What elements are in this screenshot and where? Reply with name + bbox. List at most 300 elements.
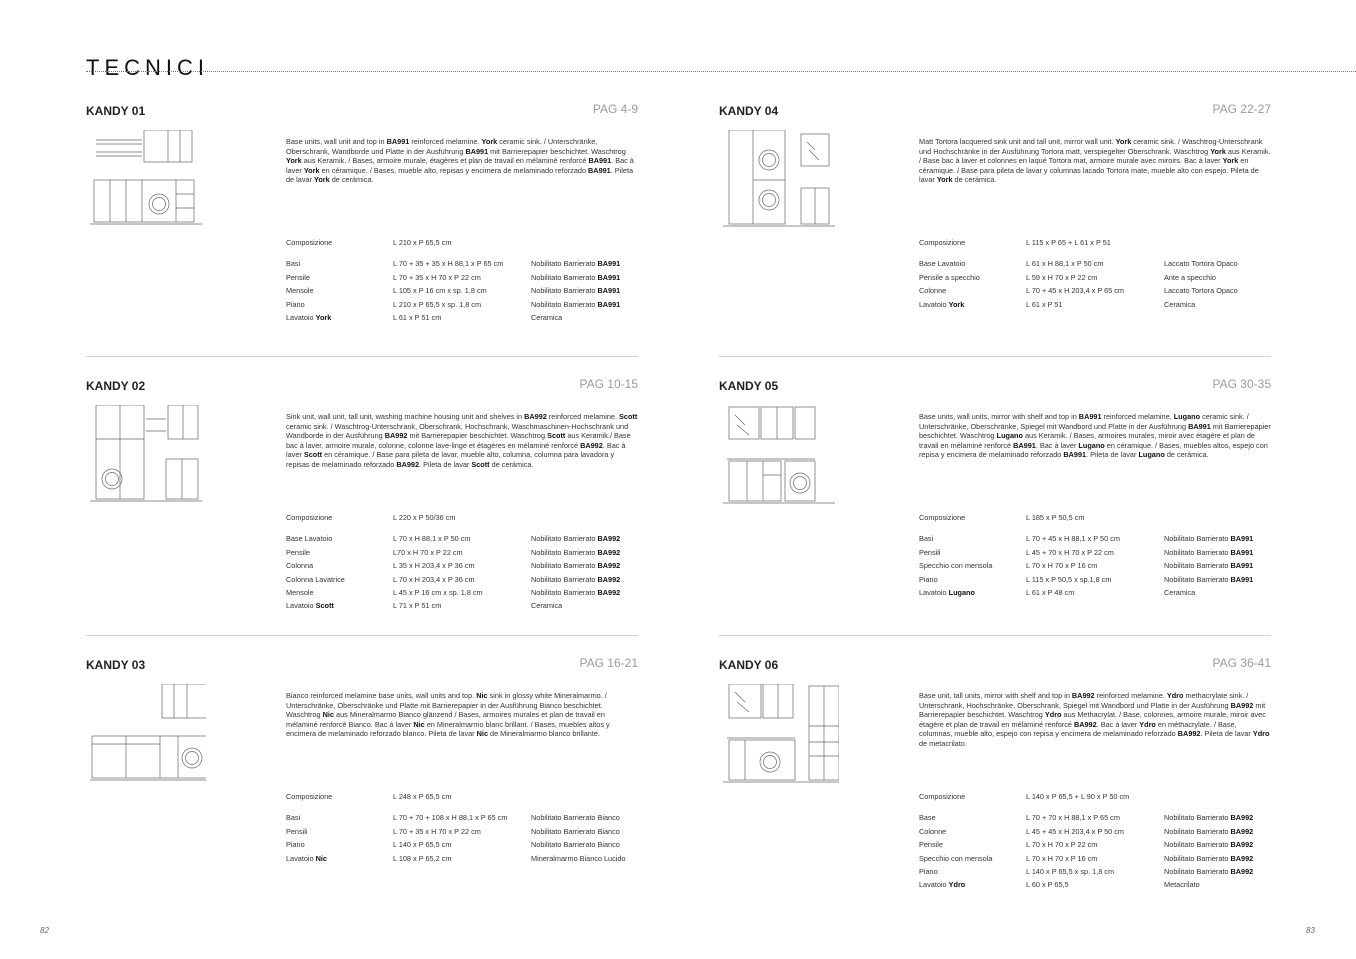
composition-label: Composizione (919, 792, 966, 801)
description-text: aus Keramik. / Base bac à laver et colonnes en laqué Tortora mat, armoire murale avec miroirs. Bac à laver (919, 146, 1271, 166)
composition-value: L 185 x P 50,5 cm (1026, 513, 1085, 522)
description-text: ceramic sink. / Waschtrog-Unterschrank, Oberschrank, Hochschrank, Waschmaschinen-Hochschrank und Wandborde in der Ausführung (286, 421, 629, 441)
component-finish (531, 313, 562, 322)
component-dimensions: L 70 + 35 + 35 x H 88,1 x P 65 cm (393, 259, 504, 269)
page-reference: PAG 30-35 (1212, 377, 1271, 391)
description-text: . Pileta de lavar (286, 165, 634, 185)
finish-label: Nobilitato Barrierato (531, 286, 598, 296)
description-bold-term: Nic (413, 719, 425, 729)
description-bold-term: BA991 (1188, 421, 1211, 431)
description-text: en céramique. / Bases, mueble alto, repisas y encimera de melaminado reforzado (319, 165, 589, 175)
spec-table (286, 513, 638, 615)
spec-row (286, 286, 638, 299)
finish-code: BA992 (597, 587, 621, 597)
finish-label: Nobilitato Barrierato (531, 574, 598, 584)
component-label: Piano (286, 299, 305, 309)
description-bold-term: BA991 (588, 156, 612, 166)
description-bold-term: BA991 (465, 146, 489, 156)
composition-value: L 115 x P 65 + L 61 x P 51 (1026, 238, 1111, 247)
page-reference: PAG 10-15 (579, 377, 638, 391)
spec-row (919, 880, 1271, 893)
description-text: de cerámica. (1164, 450, 1209, 460)
section-description (286, 137, 638, 185)
component-model: York (948, 299, 965, 309)
component-label: Lavatoio (286, 312, 316, 322)
finish-label: Nobilitato Barrierato (531, 587, 598, 597)
finish-code: BA991 (597, 272, 621, 282)
component-label: Piano (919, 866, 938, 876)
finish-code: BA992 (597, 561, 621, 571)
description-text: . Bac à laver (286, 156, 634, 175)
page-reference: PAG 4-9 (592, 102, 638, 116)
spec-row (919, 286, 1271, 299)
description-bold-term: York (1222, 156, 1239, 166)
component-dimensions: L 70 x H 88,1 x P 50 cm (393, 534, 471, 544)
description-text: methacrylate sink. / Unterschrank, Hochschränke, Oberschrank, Spiegel mit Wandbord und Platte in der Ausführung (919, 691, 1249, 710)
component-dimensions: L 70 + 70 + 108 x H 88,1 x P 65 cm (393, 813, 508, 823)
component-name (919, 867, 938, 876)
page-reference: PAG 16-21 (579, 656, 638, 670)
component-name (919, 840, 943, 849)
description-text: reinforced melamine. (409, 137, 482, 147)
component-finish (1164, 880, 1200, 889)
component-finish (1164, 286, 1238, 295)
finish-label: Laccato Tortora Opaco (1164, 259, 1238, 269)
composition-label: Composizione (286, 238, 333, 247)
description-text: . Bac à laver (1096, 719, 1140, 729)
component-label: Pensili (919, 547, 941, 557)
spec-row (919, 827, 1271, 840)
component-label: Colonne (919, 826, 947, 836)
component-finish (531, 300, 620, 309)
component-name (286, 259, 300, 268)
spec-row (286, 300, 638, 313)
description-bold-term: Ydro (1166, 691, 1184, 701)
description-text: aus Keramik. / Bases, armoire murale, étagères et plan de travail en mélaminé renforcé (301, 156, 589, 166)
description-text: mit Barrierepapier beschichtet. Waschtrog (919, 421, 1271, 441)
component-finish (531, 840, 620, 849)
description-bold-term: Scott (471, 459, 490, 469)
component-finish (531, 813, 620, 822)
spec-table (919, 238, 1271, 313)
section-kandy-01 (86, 82, 638, 347)
component-dimensions: L70 x H 70 x P 22 cm (393, 547, 463, 557)
finish-label: Nobilitato Barrierato (531, 534, 598, 544)
description-bold-term: BA992 (524, 412, 547, 422)
component-name (286, 827, 308, 836)
description-text: Base units, wall units, mirror with shelf and top in (919, 412, 1079, 422)
component-name (919, 300, 964, 309)
section-description (919, 412, 1271, 460)
description-text: . Bac à laver (286, 440, 626, 460)
component-finish (1164, 561, 1253, 570)
component-name (286, 313, 331, 322)
component-label: Basi (286, 813, 301, 823)
composition-value: L 140 x P 65,5 + L 90 x P 50 cm (1026, 792, 1130, 801)
description-text: . Pileta de lavar (1200, 729, 1253, 739)
component-name (286, 575, 345, 584)
section-description (919, 137, 1271, 185)
component-label: Base (919, 813, 936, 823)
spec-row (919, 273, 1271, 286)
component-dimensions: L 140 x P 65,5 x sp. 1,8 cm (1026, 866, 1115, 876)
description-bold-term: York (314, 175, 330, 185)
description-bold-term: BA992 (396, 459, 420, 469)
spec-row (286, 588, 638, 601)
composition-row (286, 513, 638, 526)
spec-row (286, 601, 638, 614)
description-text: en céramique. / Bases, muebles altos, espejo con repisa y encimera de melaminado reforzado (919, 440, 1268, 460)
component-dimensions: L 70 + 45 x H 203,4 x P 65 cm (1026, 286, 1124, 296)
component-name (286, 273, 310, 282)
finish-code: BA991 (1230, 547, 1254, 557)
technical-drawing (90, 684, 206, 784)
finish-label: Nobilitato Barrierato (531, 561, 598, 571)
description-text: reinforced melamine. (1101, 412, 1174, 422)
section-name: KANDY 01 (86, 104, 146, 118)
description-bold-term: BA992 (1071, 691, 1095, 701)
title-divider (86, 71, 1356, 72)
component-dimensions: L 35 x H 203,4 x P 36 cm (393, 561, 475, 571)
description-bold-term: York (1115, 137, 1132, 147)
component-label: Colonna (286, 561, 314, 571)
component-dimensions: L 115 x P 50,5 x sp.1,8 cm (1026, 574, 1112, 584)
component-name (919, 880, 965, 889)
finish-label: Nobilitato Barrierato (1164, 866, 1231, 876)
technical-drawing (90, 405, 206, 505)
description-text: Sink unit, wall unit, tall unit, washing machine housing unit and shelves in (286, 412, 525, 422)
component-dimensions: L 70 x H 70 x P 22 cm (1026, 840, 1098, 850)
component-finish (531, 548, 620, 557)
description-text: aus Methacrylat. / Base, colonnes, armoire murale, miroir avec étagère et plan de travail en mélaminé renforcé (919, 710, 1266, 729)
component-model: York (315, 312, 332, 322)
description-bold-term: Nic (476, 691, 488, 701)
section-name: KANDY 05 (719, 379, 779, 393)
description-text: ceramic sink. / Unterschränke, Oberschränke, Spiegel mit Wandbord und Platte in der Ausführung (919, 412, 1249, 431)
component-name (286, 534, 332, 543)
description-bold-term: BA991 (1078, 412, 1102, 422)
component-name (286, 286, 314, 295)
component-name (286, 854, 327, 863)
component-finish (1164, 854, 1253, 863)
component-label: Piano (286, 840, 305, 850)
section-kandy-06 (719, 635, 1271, 901)
component-label: Mensole (286, 286, 314, 296)
component-dimensions: L 45 + 45 x H 203,4 x P 50 cm (1026, 826, 1124, 836)
description-text: de metacrilato. (919, 738, 967, 748)
section-kandy-02 (86, 356, 638, 622)
component-dimensions: L 108 x P 65,2 cm (393, 853, 452, 863)
spec-row (286, 273, 638, 286)
description-bold-term: Ydro (1252, 729, 1270, 739)
section-header (719, 82, 1271, 118)
description-bold-term: York (303, 165, 320, 175)
finish-code: BA992 (1230, 840, 1254, 850)
component-finish (1164, 588, 1195, 597)
component-dimensions: L 60 x P 65,5 (1026, 880, 1069, 890)
component-dimensions: L 70 x H 203,4 x P 36 cm (393, 574, 475, 584)
description-bold-term: Lugano (1138, 450, 1165, 460)
component-dimensions: L 70 + 45 x H 88,1 x P 50 cm (1026, 534, 1120, 544)
page-reference: PAG 36-41 (1212, 656, 1271, 670)
spec-table (286, 792, 638, 867)
spec-row (919, 854, 1271, 867)
composition-label: Composizione (286, 513, 333, 522)
description-text: Matt Tortora lacquered sink unit and tall unit, mirror wall unit. (919, 137, 1116, 147)
finish-label: Ante a specchio (1164, 272, 1216, 282)
component-name (919, 561, 992, 570)
component-name (919, 259, 965, 268)
finish-label: Nobilitato Barrierato Bianco (531, 826, 620, 836)
component-label: Pensile (919, 840, 943, 850)
description-text: aus Keramik. / Bases, armoires murales, miroir avec étagère et plan de travail en mélaminé renforcé (919, 431, 1255, 450)
finish-label: Laccato Tortora Opaco (1164, 286, 1238, 296)
description-text: mit Barrierepapier beschichtet. Waschtrog (488, 146, 626, 156)
description-bold-term: Ydro (1044, 710, 1062, 720)
page-reference: PAG 22-27 (1212, 102, 1271, 116)
component-finish (531, 827, 620, 836)
spec-row (286, 813, 638, 826)
component-model: Ydro (948, 880, 966, 890)
spec-row (919, 534, 1271, 547)
component-dimensions: L 70 x H 70 x P 16 cm (1026, 561, 1098, 571)
description-bold-term: BA992 (580, 440, 603, 450)
description-text: ceramic sink. / Unterschränke, Oberschrank, Wandborde und Platte in der Ausführung (286, 137, 598, 156)
spec-table (286, 238, 638, 326)
finish-label: Nobilitato Barrierato (1164, 840, 1231, 850)
component-name (919, 548, 941, 557)
finish-code: BA992 (597, 534, 621, 544)
finish-label: Ceramica (531, 601, 563, 611)
component-finish (1164, 813, 1253, 822)
component-label: Base Lavatoio (286, 534, 333, 544)
composition-value: L 220 x P 50/36 cm (393, 513, 456, 522)
finish-label: Nobilitato Barrierato (531, 547, 598, 557)
finish-label: Nobilitato Barrierato (1164, 547, 1231, 557)
component-finish (1164, 273, 1216, 282)
spec-row (286, 575, 638, 588)
description-bold-term: BA991 (588, 165, 611, 175)
component-dimensions: L 71 x P 51 cm (393, 601, 442, 611)
spec-row (286, 259, 638, 272)
component-label: Colonna Lavatrice (286, 574, 345, 584)
section-header (719, 636, 1271, 672)
composition-row (919, 513, 1271, 526)
composition-value: L 248 x P 65,5 cm (393, 792, 452, 801)
description-bold-term: BA992 (1073, 719, 1097, 729)
description-text: Base units, wall unit and top in (286, 137, 387, 147)
component-finish (531, 601, 562, 610)
component-finish (1164, 867, 1253, 876)
component-label: Colonne (919, 286, 947, 296)
component-label: Specchio con mensola (919, 561, 993, 571)
component-finish (1164, 259, 1238, 268)
component-model: Nic (315, 853, 327, 863)
component-label: Piano (919, 574, 938, 584)
finish-code: BA992 (1230, 866, 1254, 876)
description-text: ceramic sink. / Waschtrog-Unterschrank und Hochschränke in der Ausführung Tortora matt, verspiegelter Oberschrank. Waschtrog (919, 137, 1263, 156)
component-finish (531, 588, 620, 597)
component-name (919, 813, 936, 822)
component-name (919, 534, 933, 543)
component-dimensions: L 210 x P 65,5 x sp. 1,8 cm (393, 299, 482, 309)
description-bold-term: Scott (547, 431, 566, 441)
component-finish (531, 575, 620, 584)
component-finish (531, 561, 620, 570)
spec-row (286, 548, 638, 561)
description-bold-term: BA991 (1063, 450, 1087, 460)
description-text: reinforced melamine. (1094, 691, 1167, 701)
composition-row (286, 792, 638, 805)
component-finish (531, 286, 620, 295)
spec-row (919, 300, 1271, 313)
composition-label: Composizione (286, 792, 333, 801)
component-dimensions: L 70 + 70 x H 88,1 x P 65 cm (1026, 813, 1120, 823)
component-label: Lavatoio (919, 880, 949, 890)
finish-code: BA991 (597, 286, 621, 296)
composition-row (286, 238, 638, 251)
component-dimensions: L 45 + 70 x H 70 x P 22 cm (1026, 547, 1114, 557)
finish-label: Nobilitato Barrierato (1164, 853, 1231, 863)
description-text: en céramique. / Base para pileta de lavar y columnas lacado Tortora mate, mueble alto con espejo. Pileta de lavar (919, 156, 1259, 185)
finish-code: BA991 (1230, 561, 1254, 571)
finish-label: Ceramica (1164, 587, 1196, 597)
section-header (86, 357, 638, 393)
component-dimensions: L 61 x H 88,1 x P 50 cm (1026, 259, 1104, 269)
finish-label: Nobilitato Barrierato Bianco (531, 840, 620, 850)
component-name (286, 588, 314, 597)
spec-row (919, 840, 1271, 853)
component-label: Specchio con mensola (919, 853, 993, 863)
spec-row (286, 840, 638, 853)
description-bold-term: BA992 (1177, 729, 1201, 739)
component-name (919, 588, 975, 597)
component-label: Pensile (286, 272, 310, 282)
finish-code: BA992 (1230, 826, 1254, 836)
component-model: Lugano (948, 587, 975, 597)
component-name (286, 601, 334, 610)
component-finish (531, 273, 620, 282)
spec-row (919, 259, 1271, 272)
component-dimensions: L 45 x P 16 cm x sp. 1,8 cm (393, 587, 483, 597)
component-name (286, 561, 313, 570)
technical-drawing (723, 130, 839, 230)
finish-code: BA992 (1230, 853, 1254, 863)
section-name: KANDY 02 (86, 379, 146, 393)
description-bold-term: York (286, 156, 302, 166)
description-bold-term: Lugano (996, 431, 1023, 441)
spec-row (919, 575, 1271, 588)
finish-code: BA991 (1230, 534, 1254, 544)
component-finish (1164, 548, 1253, 557)
component-finish (1164, 300, 1195, 309)
finish-label: Ceramica (531, 312, 563, 322)
section-header (719, 357, 1271, 393)
finish-code: BA992 (1230, 813, 1254, 823)
component-name (286, 813, 300, 822)
finish-label: Mineralmarmo Bianco Lucido (531, 853, 626, 863)
description-text: de cerámica. (329, 175, 374, 185)
section-kandy-04 (719, 82, 1271, 347)
component-dimensions: L 61 x P 48 cm (1026, 587, 1075, 597)
finish-code: BA992 (597, 574, 621, 584)
component-label: Basi (286, 259, 301, 269)
component-label: Pensile (286, 547, 310, 557)
description-bold-term: BA991 (1013, 440, 1036, 450)
component-label: Pensili (286, 826, 308, 836)
composition-row (919, 238, 1271, 251)
section-name: KANDY 03 (86, 658, 146, 672)
finish-label: Nobilitato Barrierato (531, 299, 598, 309)
description-text: en méthacrylate. / Base, columnas, mueble alto, espejo con repisa y encimera de melaminado reforzado (919, 719, 1237, 739)
description-text: mit Barrierepapier beschichtet. Waschtrog (407, 431, 548, 441)
section-name: KANDY 04 (719, 104, 779, 118)
component-finish (1164, 534, 1253, 543)
component-label: Lavatoio (919, 587, 949, 597)
finish-label: Nobilitato Barrierato Bianco (531, 813, 620, 823)
component-name (919, 827, 946, 836)
component-finish (531, 534, 620, 543)
spec-table (919, 792, 1271, 894)
description-text: Bianco reinforced melamine base units, wall units and top. (286, 691, 477, 701)
description-bold-term: BA992 (384, 431, 408, 441)
technical-drawing (723, 684, 839, 784)
component-label: Lavatoio (919, 299, 949, 309)
finish-code: BA991 (1230, 574, 1254, 584)
section-kandy-03 (86, 635, 638, 901)
section-description (286, 691, 638, 739)
technical-drawing (90, 130, 206, 230)
finish-label: Nobilitato Barrierato (531, 272, 598, 282)
component-name (919, 854, 992, 863)
spec-row (919, 813, 1271, 826)
description-text: aus Mineralmarmo Bianco glänzend / Bases, armoires murales et plan de travail en mélaminé renforcé Bianco. Bac à laver (286, 710, 605, 729)
composition-row (919, 792, 1271, 805)
section-description (286, 412, 638, 469)
spec-row (286, 854, 638, 867)
section-name: KANDY 06 (719, 658, 779, 672)
component-dimensions: L 70 x H 70 x P 16 cm (1026, 853, 1098, 863)
component-label: Lavatoio (286, 601, 316, 611)
description-bold-term: Nic (322, 710, 334, 720)
spec-row (286, 561, 638, 574)
component-name (919, 575, 938, 584)
component-label: Lavatoio (286, 853, 316, 863)
description-text: reinforced melamine. (546, 412, 620, 422)
page-title: TECNICI (86, 54, 209, 80)
section-header (86, 636, 638, 672)
component-name (919, 286, 946, 295)
description-text: de Mineralmarmo blanco brillante. (488, 729, 600, 739)
finish-label: Nobilitato Barrierato (1164, 826, 1231, 836)
description-bold-term: Nic (476, 729, 488, 739)
component-finish (1164, 840, 1253, 849)
component-dimensions: L 70 + 35 x H 70 x P 22 cm (393, 272, 481, 282)
description-bold-term: Lugano (1078, 440, 1105, 450)
spec-table (919, 513, 1271, 601)
page-number-right: 83 (1306, 926, 1315, 935)
description-text: en céramique. / Base para pileta de lavar, mueble alto, columna, columna para lavadora y repisas de melaminado reforzado (286, 450, 615, 469)
component-dimensions: L 140 x P 65,5 cm (393, 840, 452, 850)
component-finish (531, 259, 620, 268)
finish-label: Nobilitato Barrierato (1164, 534, 1231, 544)
spec-row (286, 534, 638, 547)
component-model: Scott (315, 601, 334, 611)
composition-label: Composizione (919, 238, 966, 247)
composition-label: Composizione (919, 513, 966, 522)
description-text: sink in glossy white Mineralmarmo. / Unterschränke, Oberschränke und Platte mit Barrierepapier in der Ausführung Bianco beschichtet. Waschtrog (286, 691, 607, 720)
spec-row (919, 867, 1271, 880)
